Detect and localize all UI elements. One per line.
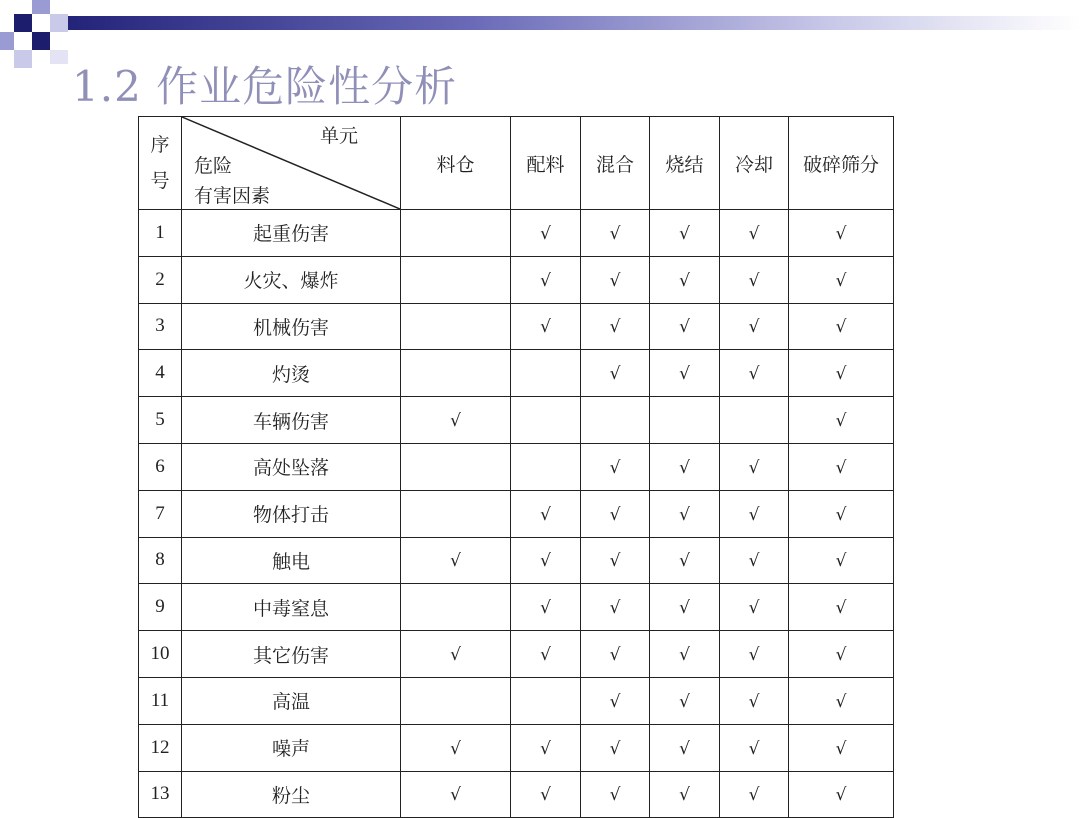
check-mark-icon: √ bbox=[609, 785, 621, 806]
check-cell bbox=[720, 724, 789, 771]
check-mark-icon: √ bbox=[748, 598, 760, 619]
table-header-row bbox=[139, 117, 894, 210]
check-mark-icon: √ bbox=[748, 223, 760, 244]
row-hazard-name: 起重伤害 bbox=[182, 210, 401, 257]
check-mark-icon: √ bbox=[540, 317, 551, 338]
row-hazard-name: 灼烫 bbox=[182, 350, 401, 397]
row-serial-number: 7 bbox=[139, 490, 182, 537]
check-mark-icon: √ bbox=[609, 598, 621, 619]
check-mark-icon: √ bbox=[679, 598, 690, 619]
decor-square bbox=[32, 0, 50, 14]
check-mark-icon: √ bbox=[609, 691, 621, 712]
check-mark-icon: √ bbox=[748, 270, 760, 291]
check-cell bbox=[581, 584, 650, 631]
check-cell bbox=[581, 677, 650, 724]
row-hazard-name: 中毒窒息 bbox=[182, 584, 401, 631]
check-mark-icon: √ bbox=[835, 645, 847, 666]
row-serial-number: 1 bbox=[139, 210, 182, 257]
check-cell bbox=[401, 210, 511, 257]
check-cell bbox=[720, 631, 789, 678]
check-mark-icon: √ bbox=[748, 738, 760, 759]
check-cell bbox=[401, 397, 511, 444]
row-hazard-name: 噪声 bbox=[182, 724, 401, 771]
decor-square bbox=[50, 14, 68, 32]
check-cell bbox=[511, 537, 581, 584]
check-cell bbox=[401, 303, 511, 350]
table-row bbox=[139, 443, 894, 490]
check-mark-icon: √ bbox=[679, 785, 690, 806]
check-cell bbox=[650, 537, 720, 584]
check-mark-icon: √ bbox=[540, 785, 551, 806]
check-cell bbox=[511, 677, 581, 724]
check-cell bbox=[581, 631, 650, 678]
header-unit: 配料 bbox=[511, 117, 581, 210]
check-mark-icon: √ bbox=[835, 738, 847, 759]
check-cell bbox=[789, 724, 894, 771]
check-cell bbox=[720, 490, 789, 537]
check-cell bbox=[581, 350, 650, 397]
check-cell bbox=[511, 303, 581, 350]
check-mark-icon: √ bbox=[835, 364, 847, 385]
row-hazard-name: 火灾、爆炸 bbox=[182, 256, 401, 303]
check-mark-icon: √ bbox=[540, 645, 551, 666]
decor-square bbox=[50, 50, 68, 64]
check-cell bbox=[401, 584, 511, 631]
check-cell bbox=[511, 490, 581, 537]
check-cell bbox=[401, 537, 511, 584]
check-cell bbox=[581, 256, 650, 303]
check-cell bbox=[789, 210, 894, 257]
table-row bbox=[139, 584, 894, 631]
check-mark-icon: √ bbox=[450, 411, 461, 432]
check-mark-icon: √ bbox=[835, 457, 847, 478]
check-mark-icon: √ bbox=[748, 551, 760, 572]
check-mark-icon: √ bbox=[450, 738, 461, 759]
check-mark-icon: √ bbox=[540, 504, 551, 525]
check-mark-icon: √ bbox=[679, 504, 690, 525]
decor-square bbox=[14, 50, 32, 68]
check-mark-icon: √ bbox=[609, 645, 621, 666]
check-cell bbox=[650, 631, 720, 678]
check-cell bbox=[511, 724, 581, 771]
check-cell bbox=[650, 350, 720, 397]
check-cell bbox=[511, 443, 581, 490]
check-cell bbox=[720, 210, 789, 257]
check-cell bbox=[401, 724, 511, 771]
decor-square bbox=[14, 14, 32, 32]
header-serial-char-2: 号 bbox=[150, 170, 170, 192]
row-serial-number: 2 bbox=[139, 256, 182, 303]
check-mark-icon: √ bbox=[540, 270, 551, 291]
check-cell bbox=[511, 584, 581, 631]
row-hazard-name: 物体打击 bbox=[182, 490, 401, 537]
page-title: 1.2 作业危险性分析 bbox=[72, 62, 458, 111]
check-cell bbox=[581, 490, 650, 537]
check-mark-icon: √ bbox=[748, 457, 760, 478]
check-cell bbox=[720, 350, 789, 397]
check-cell bbox=[650, 677, 720, 724]
check-cell bbox=[720, 771, 789, 818]
row-hazard-name: 高处坠落 bbox=[182, 443, 401, 490]
check-cell bbox=[511, 771, 581, 818]
header-unit: 料仓 bbox=[401, 117, 511, 210]
check-mark-icon: √ bbox=[679, 551, 690, 572]
check-mark-icon: √ bbox=[748, 785, 760, 806]
row-serial-number: 5 bbox=[139, 397, 182, 444]
check-mark-icon: √ bbox=[835, 598, 847, 619]
check-mark-icon: √ bbox=[679, 457, 690, 478]
decor-square bbox=[0, 32, 14, 50]
header-unit: 混合 bbox=[581, 117, 650, 210]
table-row bbox=[139, 631, 894, 678]
check-cell bbox=[581, 210, 650, 257]
row-hazard-name: 触电 bbox=[182, 537, 401, 584]
check-cell bbox=[401, 771, 511, 818]
table-row bbox=[139, 490, 894, 537]
check-cell bbox=[789, 771, 894, 818]
check-mark-icon: √ bbox=[609, 738, 621, 759]
row-hazard-name: 车辆伤害 bbox=[182, 397, 401, 444]
check-cell bbox=[650, 397, 720, 444]
header-unit: 破碎筛分 bbox=[789, 117, 894, 210]
check-cell bbox=[401, 677, 511, 724]
check-cell bbox=[581, 303, 650, 350]
check-mark-icon: √ bbox=[679, 270, 690, 291]
check-mark-icon: √ bbox=[609, 504, 621, 525]
check-cell bbox=[401, 490, 511, 537]
check-mark-icon: √ bbox=[540, 738, 551, 759]
check-cell bbox=[789, 584, 894, 631]
row-serial-number: 12 bbox=[139, 724, 182, 771]
row-hazard-name: 高温 bbox=[182, 677, 401, 724]
check-cell bbox=[511, 631, 581, 678]
check-cell bbox=[401, 256, 511, 303]
check-cell bbox=[581, 537, 650, 584]
check-cell bbox=[650, 443, 720, 490]
header-unit: 冷却 bbox=[720, 117, 789, 210]
check-mark-icon: √ bbox=[540, 598, 551, 619]
check-mark-icon: √ bbox=[748, 317, 760, 338]
check-mark-icon: √ bbox=[748, 691, 760, 712]
row-hazard-name: 粉尘 bbox=[182, 771, 401, 818]
check-mark-icon: √ bbox=[609, 364, 621, 385]
check-mark-icon: √ bbox=[835, 411, 847, 432]
row-hazard-name: 机械伤害 bbox=[182, 303, 401, 350]
table-row bbox=[139, 771, 894, 818]
check-mark-icon: √ bbox=[450, 785, 461, 806]
check-mark-icon: √ bbox=[748, 645, 760, 666]
row-serial-number: 10 bbox=[139, 631, 182, 678]
check-mark-icon: √ bbox=[450, 551, 461, 572]
header-serial-char-1: 序 bbox=[150, 133, 170, 156]
check-cell bbox=[720, 584, 789, 631]
header-serial-number bbox=[139, 117, 182, 210]
check-mark-icon: √ bbox=[609, 223, 621, 244]
row-serial-number: 4 bbox=[139, 350, 182, 397]
check-mark-icon: √ bbox=[835, 691, 847, 712]
check-cell bbox=[789, 490, 894, 537]
check-mark-icon: √ bbox=[748, 504, 760, 525]
check-cell bbox=[650, 584, 720, 631]
check-mark-icon: √ bbox=[835, 223, 847, 244]
table-row bbox=[139, 350, 894, 397]
title-gradient-bar bbox=[68, 16, 1080, 30]
header-unit: 烧结 bbox=[650, 117, 720, 210]
check-cell bbox=[650, 724, 720, 771]
check-cell bbox=[789, 303, 894, 350]
check-mark-icon: √ bbox=[609, 457, 621, 478]
check-cell bbox=[401, 350, 511, 397]
check-cell bbox=[511, 256, 581, 303]
table-row bbox=[139, 210, 894, 257]
row-serial-number: 13 bbox=[139, 771, 182, 818]
row-serial-number: 9 bbox=[139, 584, 182, 631]
check-mark-icon: √ bbox=[679, 738, 690, 759]
check-cell bbox=[789, 677, 894, 724]
row-serial-number: 8 bbox=[139, 537, 182, 584]
check-cell bbox=[650, 771, 720, 818]
header-factor-label: 有害因素 bbox=[194, 185, 271, 207]
check-cell bbox=[511, 397, 581, 444]
check-mark-icon: √ bbox=[835, 270, 847, 291]
check-cell bbox=[581, 443, 650, 490]
table-body bbox=[139, 210, 894, 818]
check-cell bbox=[650, 256, 720, 303]
table-row bbox=[139, 537, 894, 584]
header-hazard-label: 危险 bbox=[194, 155, 233, 177]
check-mark-icon: √ bbox=[835, 504, 847, 525]
check-mark-icon: √ bbox=[748, 364, 760, 385]
decor-square bbox=[32, 32, 50, 50]
check-mark-icon: √ bbox=[679, 364, 690, 385]
check-mark-icon: √ bbox=[450, 645, 461, 666]
hazard-analysis-table bbox=[138, 116, 894, 818]
table-row bbox=[139, 397, 894, 444]
table-row bbox=[139, 677, 894, 724]
check-mark-icon: √ bbox=[835, 317, 847, 338]
check-cell bbox=[720, 537, 789, 584]
check-mark-icon: √ bbox=[835, 785, 847, 806]
check-mark-icon: √ bbox=[679, 317, 690, 338]
check-cell bbox=[401, 631, 511, 678]
table-row bbox=[139, 303, 894, 350]
check-cell bbox=[650, 210, 720, 257]
check-mark-icon: √ bbox=[609, 317, 621, 338]
check-cell bbox=[789, 256, 894, 303]
check-cell bbox=[511, 210, 581, 257]
check-mark-icon: √ bbox=[609, 270, 621, 291]
check-cell bbox=[789, 443, 894, 490]
row-serial-number: 3 bbox=[139, 303, 182, 350]
check-mark-icon: √ bbox=[835, 551, 847, 572]
check-mark-icon: √ bbox=[679, 645, 690, 666]
check-cell bbox=[720, 303, 789, 350]
check-mark-icon: √ bbox=[540, 551, 551, 572]
check-cell bbox=[401, 443, 511, 490]
check-cell bbox=[511, 350, 581, 397]
check-cell bbox=[789, 631, 894, 678]
check-cell bbox=[650, 303, 720, 350]
check-cell bbox=[720, 397, 789, 444]
check-cell bbox=[720, 677, 789, 724]
check-cell bbox=[581, 397, 650, 444]
row-serial-number: 6 bbox=[139, 443, 182, 490]
check-cell bbox=[789, 350, 894, 397]
check-cell bbox=[720, 443, 789, 490]
check-cell bbox=[650, 490, 720, 537]
header-unit-label: 单元 bbox=[319, 125, 358, 147]
check-mark-icon: √ bbox=[679, 223, 690, 244]
table-row bbox=[139, 724, 894, 771]
check-cell bbox=[789, 537, 894, 584]
check-cell bbox=[581, 724, 650, 771]
row-hazard-name: 其它伤害 bbox=[182, 631, 401, 678]
check-mark-icon: √ bbox=[679, 691, 690, 712]
check-cell bbox=[581, 771, 650, 818]
header-diagonal-cell bbox=[182, 117, 401, 210]
check-mark-icon: √ bbox=[540, 223, 551, 244]
check-cell bbox=[789, 397, 894, 444]
check-mark-icon: √ bbox=[609, 551, 621, 572]
table-row bbox=[139, 256, 894, 303]
row-serial-number: 11 bbox=[139, 677, 182, 724]
check-cell bbox=[720, 256, 789, 303]
